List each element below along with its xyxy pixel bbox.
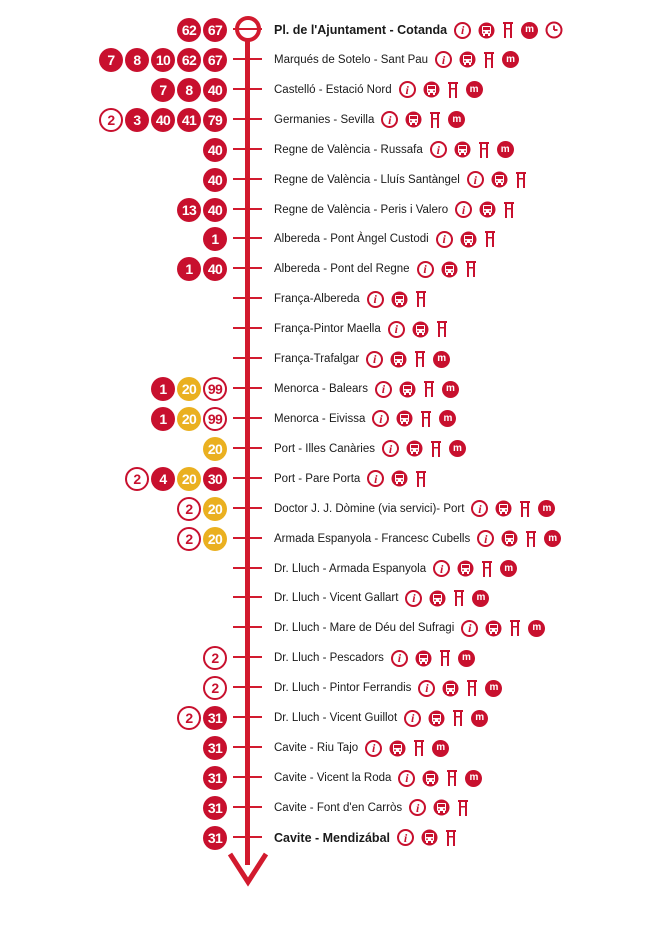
stop-tick <box>233 776 262 778</box>
stop-name: França-Pintor Maella <box>274 323 381 336</box>
line-badges <box>203 138 227 162</box>
bus-stop-icon <box>441 261 458 278</box>
bus-shelter-icon <box>453 589 465 607</box>
line-badge: 31 <box>203 706 227 730</box>
stop-name: França-Albereda <box>274 293 360 306</box>
metro-icon: m <box>439 410 456 427</box>
stop-tick <box>233 716 262 718</box>
bus-stop-icon <box>501 530 518 547</box>
stop-info <box>274 195 515 225</box>
stop-row <box>0 733 661 763</box>
metro-icon: m <box>538 500 555 517</box>
info-icon[interactable]: i <box>381 111 398 128</box>
bus-shelter-icon <box>446 769 458 787</box>
line-badges <box>203 766 227 790</box>
info-icon[interactable]: i <box>365 740 382 757</box>
stop-name: Dr. Lluch - Pintor Ferrandis <box>274 682 412 695</box>
line-badge: 41 <box>177 108 201 132</box>
info-icon[interactable]: i <box>454 22 471 39</box>
metro-icon: m <box>500 560 517 577</box>
info-icon[interactable]: i <box>471 500 488 517</box>
stop-tick <box>233 178 262 180</box>
metro-icon: m <box>502 51 519 68</box>
bus-stop-icon <box>433 799 450 816</box>
line-badges <box>177 527 227 551</box>
line-badge: 13 <box>177 198 201 222</box>
bus-stop-icon <box>399 381 416 398</box>
line-badge: 4 <box>151 467 175 491</box>
stop-tick <box>233 836 262 838</box>
stop-tick <box>233 596 262 598</box>
stop-info <box>274 284 427 314</box>
line-badge: 2 <box>177 527 201 551</box>
stop-name: Cavite - Font d'en Carròs <box>274 801 403 814</box>
stop-row <box>0 404 661 434</box>
bus-stop-icon <box>457 560 474 577</box>
line-badges <box>177 706 227 730</box>
stop-row <box>0 15 661 45</box>
stop-tick <box>233 237 262 239</box>
stop-name: Doctor J. J. Dòmine (via servici)- Port <box>274 502 465 515</box>
stop-tick <box>233 477 262 479</box>
stop-name: Dr. Lluch - Vicent Gallart <box>274 592 399 605</box>
line-badge: 62 <box>177 18 201 42</box>
stop-name: Castelló - Estació Nord <box>274 83 392 96</box>
bus-stop-icon <box>421 829 438 846</box>
stop-tick <box>233 58 262 60</box>
line-badge: 1 <box>177 257 201 281</box>
line-badges <box>177 18 227 42</box>
metro-icon: m <box>449 440 466 457</box>
bus-stop-icon <box>412 321 429 338</box>
line-badge: 2 <box>203 646 227 670</box>
stop-name: Pl. de l'Ajuntament - Cotanda <box>274 23 448 37</box>
line-badge: 67 <box>203 48 227 72</box>
stop-name: Cavite - Mendizábal <box>274 830 390 845</box>
bus-shelter-icon <box>439 649 451 667</box>
info-icon[interactable]: i <box>436 231 453 248</box>
stop-row <box>0 763 661 793</box>
stop-name: Regne de València - Lluís Santàngel <box>274 173 460 186</box>
line-badge: 2 <box>125 467 149 491</box>
line-badges <box>151 78 227 102</box>
stop-tick <box>233 537 262 539</box>
stop-info <box>274 823 457 853</box>
stop-tick <box>233 327 262 329</box>
bus-stop-icon <box>415 650 432 667</box>
metro-icon: m <box>472 590 489 607</box>
line-badge: 31 <box>203 736 227 760</box>
bus-stop-icon <box>390 351 407 368</box>
stop-row <box>0 284 661 314</box>
line-badges <box>99 48 227 72</box>
stop-info <box>274 254 477 284</box>
line-badge: 20 <box>203 497 227 521</box>
stop-row <box>0 254 661 284</box>
bus-shelter-icon <box>509 619 521 637</box>
info-icon[interactable]: i <box>366 351 383 368</box>
line-badge: 10 <box>151 48 175 72</box>
stop-name: Menorca - Eivissa <box>274 412 366 425</box>
stop-row <box>0 464 661 494</box>
stop-name: Albereda - Pont Àngel Custodi <box>274 233 429 246</box>
stop-row <box>0 195 661 225</box>
metro-icon: m <box>466 81 483 98</box>
line-badge: 40 <box>203 138 227 162</box>
info-icon[interactable]: i <box>391 650 408 667</box>
metro-icon: m <box>521 22 538 39</box>
bus-stop-icon <box>389 740 406 757</box>
stop-info <box>274 524 561 554</box>
bus-shelter-icon <box>436 320 448 338</box>
bus-stop-icon <box>391 291 408 308</box>
stop-name: Regne de València - Russafa <box>274 143 423 156</box>
line-badge: 79 <box>203 108 227 132</box>
stop-tick <box>233 118 262 120</box>
bus-shelter-icon <box>429 111 441 129</box>
line-badge: 31 <box>203 766 227 790</box>
stop-row <box>0 314 661 344</box>
bus-shelter-icon <box>423 380 435 398</box>
stop-row <box>0 224 661 254</box>
stop-row <box>0 75 661 105</box>
stop-row <box>0 793 661 823</box>
stop-name: Dr. Lluch - Vicent Guillot <box>274 712 398 725</box>
stop-info <box>274 583 489 613</box>
bus-shelter-icon <box>414 350 426 368</box>
stop-info <box>274 434 466 464</box>
line-badge: 99 <box>203 407 227 431</box>
line-badges <box>203 826 227 850</box>
bus-stop-icon <box>459 51 476 68</box>
info-icon[interactable]: i <box>404 710 421 727</box>
line-badges <box>177 497 227 521</box>
metro-icon: m <box>471 710 488 727</box>
bus-stop-icon <box>485 620 502 637</box>
info-icon[interactable]: i <box>467 171 484 188</box>
bus-stop-icon <box>460 231 477 248</box>
line-badges <box>203 437 227 461</box>
line-badges <box>177 198 227 222</box>
bus-stop-icon <box>454 141 471 158</box>
info-icon[interactable]: i <box>417 261 434 278</box>
stop-row <box>0 703 661 733</box>
stop-info <box>274 135 514 165</box>
line-badge: 2 <box>99 108 123 132</box>
stop-tick <box>233 387 262 389</box>
stop-info <box>274 793 469 823</box>
stop-name: Dr. Lluch - Mare de Déu del Sufragi <box>274 622 455 635</box>
stop-info <box>274 105 465 135</box>
line-badge: 1 <box>203 227 227 251</box>
line-badge: 1 <box>151 407 175 431</box>
stop-tick <box>233 417 262 419</box>
bus-stop-icon <box>405 111 422 128</box>
line-badge: 8 <box>125 48 149 72</box>
stop-name: Dr. Lluch - Armada Espanyola <box>274 562 427 575</box>
bus-shelter-icon <box>483 51 495 69</box>
info-icon[interactable]: i <box>388 321 405 338</box>
stop-name: Menorca - Balears <box>274 383 368 396</box>
bus-shelter-icon <box>457 799 469 817</box>
stop-row <box>0 374 661 404</box>
stop-name: Port - Illes Canàries <box>274 442 375 455</box>
stop-info <box>274 45 519 75</box>
stop-info <box>274 703 488 733</box>
info-icon[interactable]: i <box>382 440 399 457</box>
line-badge: 1 <box>151 377 175 401</box>
bus-stop-icon <box>422 770 439 787</box>
info-icon[interactable]: i <box>455 201 472 218</box>
info-icon[interactable]: i <box>418 680 435 697</box>
bus-shelter-icon <box>478 141 490 159</box>
line-badge: 40 <box>203 168 227 192</box>
stop-row <box>0 554 661 584</box>
stop-row <box>0 165 661 195</box>
stop-row <box>0 494 661 524</box>
stop-name: Cavite - Vicent la Roda <box>274 772 392 784</box>
line-badges <box>151 377 227 401</box>
stop-row <box>0 105 661 135</box>
line-badge: 40 <box>203 198 227 222</box>
stop-tick <box>233 357 262 359</box>
stop-tick <box>233 626 262 628</box>
metro-icon: m <box>465 770 482 787</box>
stop-tick <box>233 567 262 569</box>
bus-shelter-icon <box>413 739 425 757</box>
stop-tick <box>233 297 262 299</box>
bus-stop-icon <box>442 680 459 697</box>
info-icon[interactable]: i <box>375 381 392 398</box>
bus-shelter-icon <box>415 470 427 488</box>
bus-shelter-icon <box>481 560 493 578</box>
stop-row <box>0 613 661 643</box>
info-icon[interactable]: i <box>461 620 478 637</box>
stop-name: Marqués de Sotelo - Sant Pau <box>274 53 429 66</box>
stop-info <box>274 404 456 434</box>
stop-row <box>0 643 661 673</box>
stop-tick <box>233 686 262 688</box>
stop-info <box>274 763 482 793</box>
bus-shelter-icon <box>525 530 537 548</box>
stop-info <box>274 494 555 524</box>
bus-shelter-icon <box>465 260 477 278</box>
line-badges <box>203 227 227 251</box>
bus-shelter-icon <box>519 500 531 518</box>
bus-shelter-icon <box>430 440 442 458</box>
stop-name: Germanies - Sevilla <box>274 113 375 126</box>
line-badge: 7 <box>99 48 123 72</box>
stop-info <box>274 733 449 763</box>
metro-icon: m <box>432 740 449 757</box>
bus-shelter-icon <box>503 201 515 219</box>
stop-row <box>0 673 661 703</box>
metro-icon: m <box>528 620 545 637</box>
stop-name: Cavite - Riu Tajo <box>274 742 359 755</box>
stop-info <box>274 75 483 105</box>
line-badge: 30 <box>203 467 227 491</box>
line-badge: 31 <box>203 796 227 820</box>
bus-shelter-icon <box>415 290 427 308</box>
stop-info <box>274 464 427 494</box>
stop-name: Dr. Lluch - Pescadors <box>274 652 384 665</box>
info-icon[interactable]: i <box>372 410 389 427</box>
line-badge: 99 <box>203 377 227 401</box>
info-icon[interactable]: i <box>409 799 426 816</box>
info-icon[interactable]: i <box>398 770 415 787</box>
stop-info <box>274 643 475 673</box>
line-badge: 31 <box>203 826 227 850</box>
stop-tick <box>233 507 262 509</box>
bus-stop-icon <box>428 710 445 727</box>
line-badges <box>203 646 227 670</box>
bus-stop-icon <box>495 500 512 517</box>
bus-shelter-icon <box>445 829 457 847</box>
info-icon[interactable]: i <box>367 291 384 308</box>
line-badges <box>203 796 227 820</box>
stop-info <box>274 673 502 703</box>
stop-info <box>274 224 496 254</box>
stop-tick <box>233 447 262 449</box>
stop-name: França-Trafalgar <box>274 353 360 366</box>
bus-shelter-icon <box>515 171 527 189</box>
bus-shelter-icon <box>420 410 432 428</box>
line-badge: 3 <box>125 108 149 132</box>
bus-stop-icon <box>429 590 446 607</box>
line-badge: 20 <box>177 407 201 431</box>
line-badge: 62 <box>177 48 201 72</box>
stop-row <box>0 45 661 75</box>
stop-info <box>274 554 517 584</box>
bus-stop-icon <box>491 171 508 188</box>
line-badge: 20 <box>203 527 227 551</box>
metro-icon: m <box>458 650 475 667</box>
stop-tick <box>233 656 262 658</box>
stop-row <box>0 434 661 464</box>
metro-icon: m <box>433 351 450 368</box>
bus-shelter-icon <box>447 81 459 99</box>
line-badge: 2 <box>203 676 227 700</box>
line-badge: 20 <box>177 377 201 401</box>
bus-stop-icon <box>423 81 440 98</box>
info-icon[interactable]: i <box>435 51 452 68</box>
stop-tick <box>233 88 262 90</box>
bus-shelter-icon <box>466 679 478 697</box>
stop-info <box>274 344 450 374</box>
info-icon[interactable]: i <box>433 560 450 577</box>
line-badge: 67 <box>203 18 227 42</box>
line-badges <box>203 676 227 700</box>
line-badges <box>203 736 227 760</box>
stop-name: Port - Pare Porta <box>274 472 361 485</box>
stop-name: Regne de València - Peris i Valero <box>274 203 449 216</box>
line-badges <box>203 168 227 192</box>
stop-info <box>274 613 545 643</box>
bus-shelter-icon <box>484 230 496 248</box>
metro-icon: m <box>485 680 502 697</box>
info-icon[interactable]: i <box>430 141 447 158</box>
line-badge: 2 <box>177 706 201 730</box>
info-icon[interactable]: i <box>477 530 494 547</box>
line-badge: 40 <box>203 78 227 102</box>
bus-stop-icon <box>391 470 408 487</box>
bus-stop-icon <box>396 410 413 427</box>
bus-stop-icon <box>479 201 496 218</box>
line-badges <box>99 108 227 132</box>
metro-icon: m <box>497 141 514 158</box>
metro-icon: m <box>448 111 465 128</box>
stop-tick <box>233 208 262 210</box>
metro-icon: m <box>442 381 459 398</box>
bus-shelter-icon <box>452 709 464 727</box>
bus-stop-icon <box>406 440 423 457</box>
line-badge: 40 <box>203 257 227 281</box>
clock-icon <box>545 21 563 39</box>
stop-name: Albereda - Pont del Regne <box>274 263 410 276</box>
line-badge: 8 <box>177 78 201 102</box>
stop-info <box>274 165 527 195</box>
line-badges <box>125 467 227 491</box>
line-badge: 7 <box>151 78 175 102</box>
stop-row <box>0 823 661 853</box>
bus-stop-icon <box>478 22 495 39</box>
stop-name: Armada Espanyola - Francesc Cubells <box>274 532 471 545</box>
line-badge: 20 <box>177 467 201 491</box>
stop-row <box>0 524 661 554</box>
stop-tick <box>233 746 262 748</box>
info-icon[interactable]: i <box>405 590 422 607</box>
stop-tick <box>233 28 262 30</box>
line-badges <box>151 407 227 431</box>
info-icon[interactable]: i <box>397 829 414 846</box>
line-badge: 20 <box>203 437 227 461</box>
stop-info <box>274 314 448 344</box>
bus-shelter-icon <box>502 21 514 39</box>
stop-tick <box>233 267 262 269</box>
line-badge: 2 <box>177 497 201 521</box>
stop-row <box>0 135 661 165</box>
stop-info <box>274 15 563 45</box>
stop-tick <box>233 148 262 150</box>
stop-row <box>0 344 661 374</box>
stop-tick <box>233 806 262 808</box>
line-badge: 40 <box>151 108 175 132</box>
metro-icon: m <box>544 530 561 547</box>
stop-row <box>0 583 661 613</box>
info-icon[interactable]: i <box>367 470 384 487</box>
line-badges <box>177 257 227 281</box>
info-icon[interactable]: i <box>399 81 416 98</box>
stop-info <box>274 374 459 404</box>
route-direction-arrow <box>226 848 270 888</box>
